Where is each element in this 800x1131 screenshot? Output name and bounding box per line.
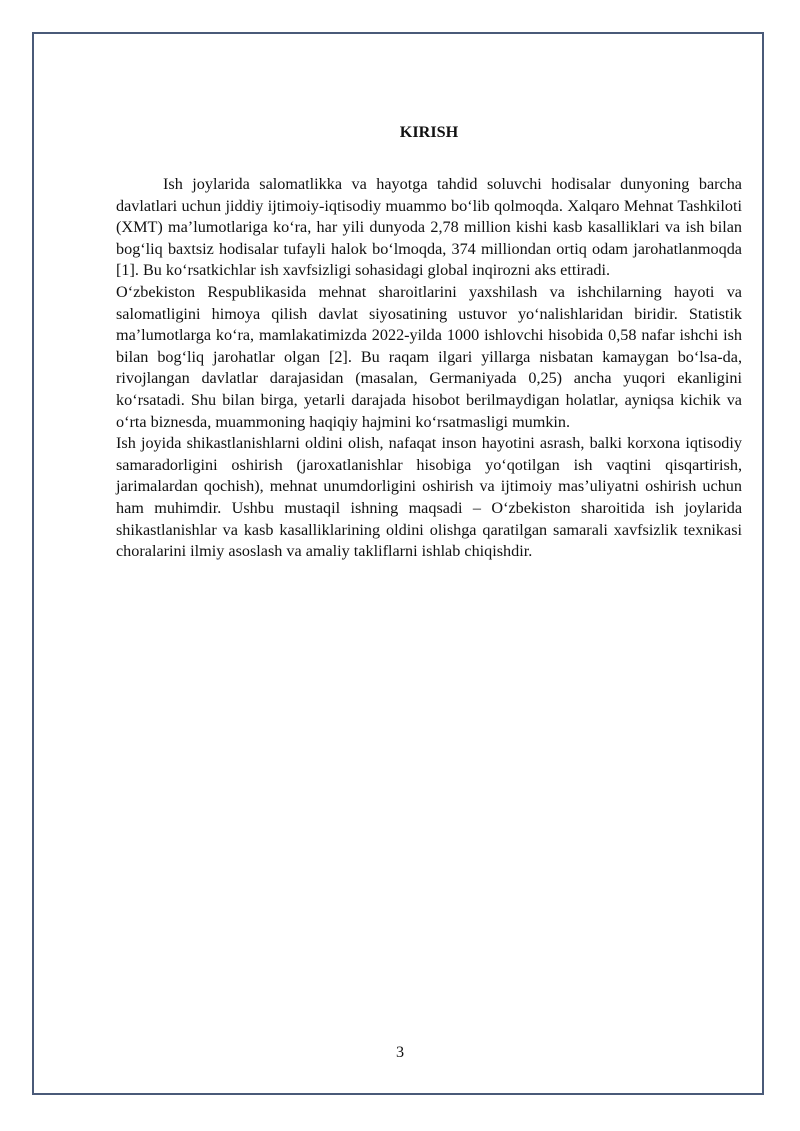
paragraph-3: Ish joyida shikastlanishlarni oldini olish, nafaqat inson hayotini asrash, balki korxona iqtisodiy samaradorligini oshirish (jaroxatlanishlar hisobiga yo‘qotilgan ish vaqtini qisqartirish, jarimalardan qochish), mehnat unumdorligini oshirish va ijtimoiy mas’uliyatni oshirish uchun ham muhimdir. Ushbu mustaqil ishning maqsadi – O‘zbekiston sharoitida ish joylarida shikastlanishlar va kasb kasalliklarining oldini olishga qaratilgan samarali xavfsizlik texnikasi choralarini ilmiy asoslash va amaliy takliflarni ishlab chiqishdir. [116,434,742,561]
paragraph-2: O‘zbekiston Respublikasida mehnat sharoitlarini yaxshilash va ishchilarning hayoti va salomatligini himoya qilish davlat siyosatining ustuvor yo‘nalishlaridan biridir. Statistik ma’lumotlarga ko‘ra, mamlakatimizda 2022-yilda 1000 ishlovchi hisobida 0,58 nafar ishchi ish bilan bog‘liq jarohatlar olgan [2]. Bu raqam ilgari yillarga nisbatan kamaygan bo‘lsa-da, rivojlangan davlatlar darajasidan (masalan, Germaniyada 0,25) ancha yuqori ekanligini ko‘rsatadi. Shu bilan birga, yetarli darajada hisobot berilmaydigan holatlar, ayniqsa kichik va o‘rta biznesda, muammoning haqiqiy hajmini ko‘rsatmasligi mumkin. [116,282,742,431]
section-title: KIRISH [399,123,459,141]
paragraph-1: Ish joylarida salomatlikka va hayotga tahdid soluvchi hodisalar dunyoning barcha davlatlari uchun jiddiy ijtimoiy-iqtisodiy muammo bo‘lib qolmoqda. Xalqaro Mehnat Tashkiloti (XMT) ma’lumotlariga ko‘ra, har yili dunyoda 2,78 million kishi kasb kasalliklari va ish bilan bog‘liq baxtsiz hodisalar tufayli halok bo‘lmoqda, 374 milliondan ortiq odam jarohatlanmoqda [1]. Bu ko‘rsatkichlar ish xavfsizligi sohasidagi global inqirozni aks ettiradi. [116,175,742,280]
document-body [116,121,742,563]
page-number: 3 [395,1043,405,1061]
